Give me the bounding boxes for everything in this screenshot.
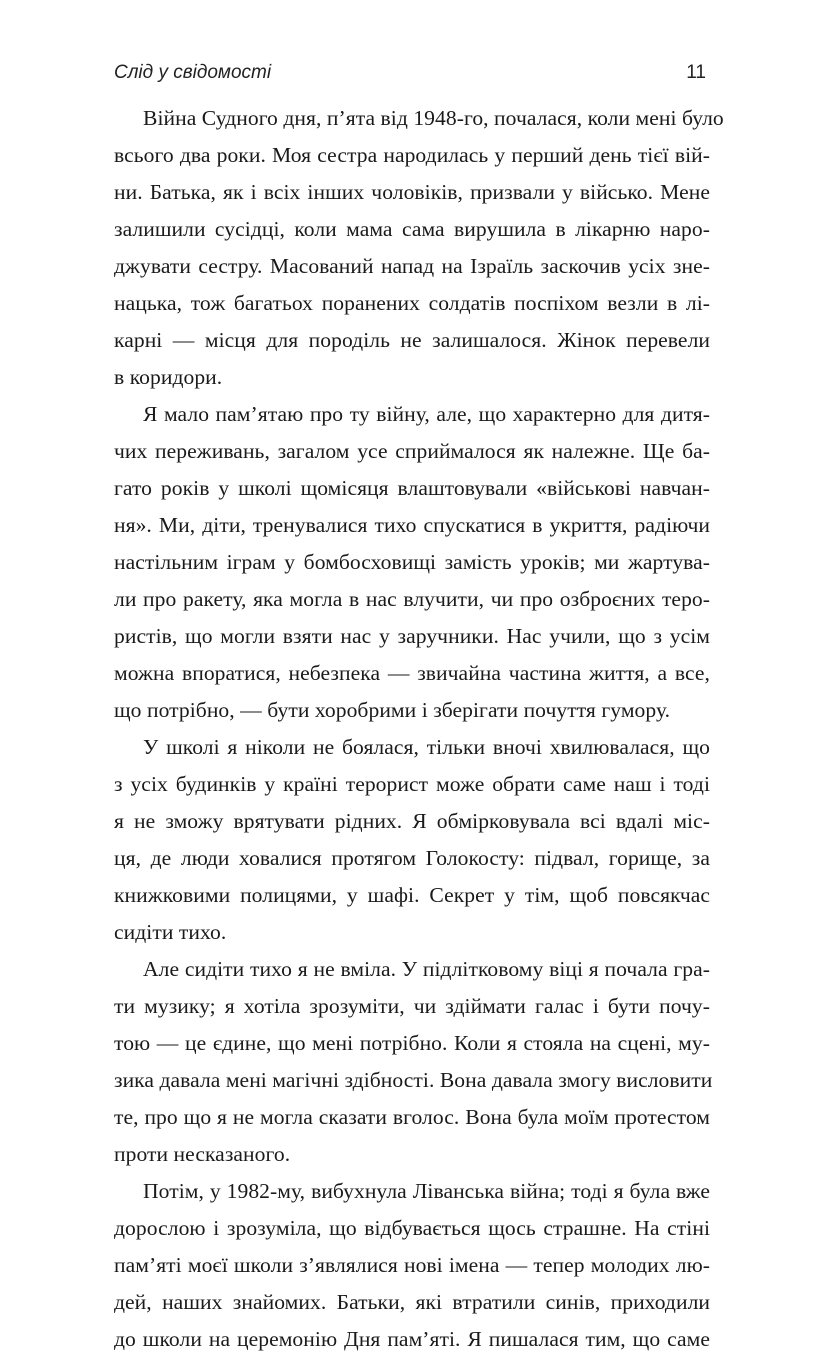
text-line: ня». Ми, діти, тренувалися тихо спускатися в укриття, радіючи bbox=[114, 513, 710, 537]
text-line: карні — місця для породіль не залишалося. Жінок перевели bbox=[114, 328, 710, 352]
text-line: залишили сусідці, коли мама сама вирушила в лікарню наро- bbox=[114, 217, 710, 241]
text-line: дорослою і зрозуміла, що відбувається щось страшне. На стіні bbox=[114, 1216, 710, 1240]
text-line: Війна Судного дня, п’ята від 1948-го, почалася, коли мені було bbox=[143, 106, 724, 130]
text-line: чих переживань, загалом усе сприймалося як належне. Ще ба- bbox=[114, 439, 710, 463]
text-line: ли про ракету, яка могла в нас влучити, чи про озброєних теро- bbox=[114, 587, 710, 611]
running-header bbox=[114, 58, 708, 88]
text-line: пам’яті моєї школи з’являлися нові імена — тепер молодих лю- bbox=[114, 1253, 710, 1277]
text-line: ця, де люди ховалися протягом Голокосту: підвал, горище, за bbox=[114, 846, 710, 870]
text-line: нацька, тож багатьох поранених солдатів поспіхом везли в лі- bbox=[114, 291, 710, 315]
text-line: тою — це єдине, що мені потрібно. Коли я стояла на сцені, му- bbox=[114, 1031, 710, 1055]
text-line: те, про що я не могла сказати вголос. Вона була моїм протестом bbox=[114, 1105, 710, 1129]
paragraph-4 bbox=[114, 951, 713, 1173]
text-line: ти музику; я хотіла зрозуміти, чи здіймати галас і бути почу- bbox=[114, 994, 710, 1018]
text-line: джувати сестру. Масований напад на Ізраїль заскочив усіх зне- bbox=[114, 254, 710, 278]
text-line: ристів, що могли взяти нас у заручники. Нас учили, що з усім bbox=[114, 624, 710, 648]
text-line: з усіх будинків у країні терорист може обрати саме наш і тоді bbox=[114, 772, 710, 796]
text-line: У школі я ніколи не боялася, тільки вночі хвилювалася, що bbox=[143, 735, 710, 759]
paragraph-3 bbox=[114, 729, 710, 951]
text-line: до школи на церемонію Дня пам’яті. Я пишалася тим, що саме bbox=[114, 1327, 710, 1351]
text-line: сидіти тихо. bbox=[114, 920, 227, 944]
text-line: настільним іграм у бомбосховищі замість уроків; ми жартува- bbox=[114, 550, 710, 574]
text-line: що потрібно, — бути хоробрими і зберігати почуття гумору. bbox=[114, 698, 671, 722]
text-line: можна впоратися, небезпека — звичайна частина життя, а все, bbox=[114, 661, 710, 685]
text-line: зика давала мені магічні здібності. Вона давала змогу висловити bbox=[114, 1068, 713, 1092]
text-line: книжковими полицями, у шафі. Секрет у тім, щоб повсякчас bbox=[114, 883, 710, 907]
text-line: дей, наших знайомих. Батьки, які втратили синів, приходили bbox=[114, 1290, 710, 1314]
page-number: 11 bbox=[686, 62, 706, 83]
body-text bbox=[114, 100, 724, 1358]
text-line: в коридори. bbox=[114, 365, 223, 389]
text-line: Я мало пам’ятаю про ту війну, але, що характерно для дитя- bbox=[143, 402, 710, 426]
text-line: проти несказаного. bbox=[114, 1142, 291, 1166]
text-line: гато років у школі щомісяця влаштовували «військові навчан- bbox=[114, 476, 710, 500]
text-line: Потім, у 1982-му, вибухнула Ліванська війна; тоді я була вже bbox=[143, 1179, 710, 1203]
paragraph-2 bbox=[114, 396, 710, 729]
paragraph-5 bbox=[114, 1173, 710, 1358]
text-line: ни. Батька, як і всіх інших чоловіків, призвали у військо. Мене bbox=[114, 180, 710, 204]
running-title: Слід у свідомості bbox=[114, 62, 272, 83]
paragraph-1 bbox=[114, 100, 724, 396]
text-line: я не зможу врятувати рідних. Я обмірковувала всі вдалі міс- bbox=[114, 809, 710, 833]
text-line: всього два роки. Моя сестра народилась у перший день тієї вій- bbox=[114, 143, 710, 167]
text-line: Але сидіти тихо я не вміла. У підлітковому віці я почала гра- bbox=[143, 957, 710, 981]
